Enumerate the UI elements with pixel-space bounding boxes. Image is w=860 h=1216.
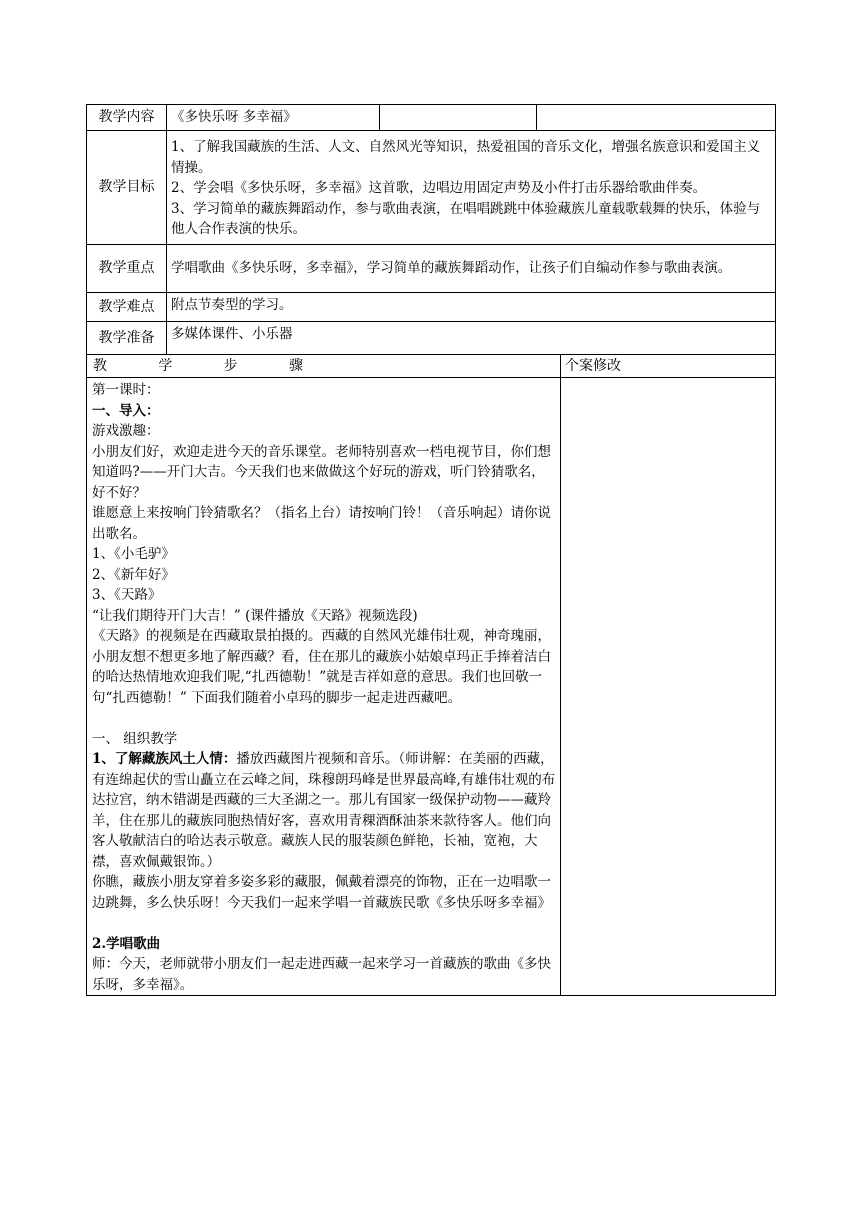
paragraph: “让我们期待开门大吉！” (课件播放《天路》视频选段) [92,607,418,624]
paragraph: 游戏激趣： [92,423,160,439]
empty-cell [380,105,537,131]
steps-header [87,355,561,378]
row-steps-body [87,378,776,996]
steps-char: 学 [158,357,173,374]
paragraph: 小朋友们好，欢迎走进今天的音乐课堂。老师特别喜欢一档电视节目，你们想知道吗?——开门大吉。今天我们也来做做这个好玩的游戏，听门铃猜歌名，好不好？ [92,443,551,501]
focus-label: 教学重点 [87,245,167,293]
goals-cell [167,131,776,245]
steps-char: 教 [93,357,107,374]
row-goals [87,131,776,245]
paragraph [92,749,556,872]
lesson-period: 第一课时： [92,382,160,398]
paragraph: 师：今天，老师就带小朋友们一起走进西藏一起来学习一首藏族的歌曲《多快乐呀，多幸福》。 [92,956,551,993]
list-item: 1、《小毛驴》 [92,546,175,562]
goals-label: 教学目标 [87,131,167,245]
steps-content [87,378,561,996]
paragraph: 谁愿意上来按响门铃猜歌名？（指名上台）请按响门铃！（音乐响起）请你说出歌名。 [92,505,551,542]
goal-item: 3、学习简单的藏族舞蹈动作，参与歌曲表演，在唱唱跳跳中体验藏族儿童载歌载舞的快乐，体验与他人合作表演的快乐。 [171,200,761,238]
blank-line [92,913,556,934]
row-difficulty [87,293,776,322]
list-item: 2、《新年好》 [92,566,175,583]
steps-char: 骤 [288,357,303,374]
blank-line [92,708,556,729]
row-content [87,105,776,131]
prep-value: 多媒体课件、小乐器 [167,322,776,355]
content-label: 教学内容 [87,105,167,131]
list-item: 3、《天路》 [92,587,162,603]
subheading: 1、了解藏族风土人情： [92,751,237,767]
goal-item: 2、学会唱《多快乐呀，多幸福》这首歌，边唱边用固定声势及小件打击乐器给歌曲伴奏。 [171,180,707,197]
row-focus [87,245,776,293]
paragraph: 你瞧，藏族小朋友穿着多姿多彩的藏服，佩戴着漂亮的饰物，正在一边唱歌一边跳舞，多么快乐呀！今天我们一起来学唱一首藏族民歌《多快乐呀多幸福》 [92,874,551,911]
revision-cell [561,378,776,996]
empty-cell [537,105,776,131]
difficulty-label: 教学难点 [87,293,167,322]
revision-header: 个案修改 [561,355,776,378]
row-prep [87,322,776,355]
difficulty-value: 附点节奏型的学习。 [167,293,776,322]
content-value: 《多快乐呀 多幸福》 [167,105,380,131]
steps-char: 步 [223,357,238,374]
focus-value: 学唱歌曲《多快乐呀，多幸福》，学习简单的藏族舞蹈动作，让孩子们自编动作参与歌曲表演。 [167,245,776,293]
lesson-plan-table [86,104,776,996]
prep-label: 教学准备 [87,322,167,355]
paragraph-text: 播放西藏图片视频和音乐。（师讲解：在美丽的西藏，有连绵起伏的雪山矗立在云峰之间，珠穆朗玛峰是世界最高峰,有雄伟壮观的布达拉宫，纳木错湖是西藏的三大圣湖之一。那儿有国家一级保护动物——藏羚羊，住在那儿的藏族同胞热情好客，喜欢用青稞酒酥油茶来款待客人。他们向客人敬献洁白的哈达表示敬意。藏族人民的服装颜色鲜艳，长袖，宽袍，大襟，喜欢佩戴银饰。） [92,751,556,870]
subheading: 2.学唱歌曲 [92,935,161,952]
section-heading: 一、导入： [92,402,160,419]
row-steps-header [87,355,776,378]
goal-item: 1、了解我国藏族的生活、人文、自然风光等知识，热爱祖国的音乐文化，增强名族意识和爱国主义情操。 [171,139,761,176]
section-heading: 一、 组织教学 [92,730,178,747]
paragraph: 《天路》的视频是在西藏取景拍摄的。西藏的自然风光雄伟壮观，神奇瑰丽，小朋友想不想更多地了解西藏？看，住在那儿的藏族小姑娘卓玛正手捧着洁白的哈达热情地欢迎我们呢,“扎西德勒！”就是吉祥如意的意思。我们也回敬一句“扎西德勒！” 下面我们随着小卓玛的脚步一起走进西藏吧。 [92,628,551,706]
lesson-plan-page [86,104,775,996]
